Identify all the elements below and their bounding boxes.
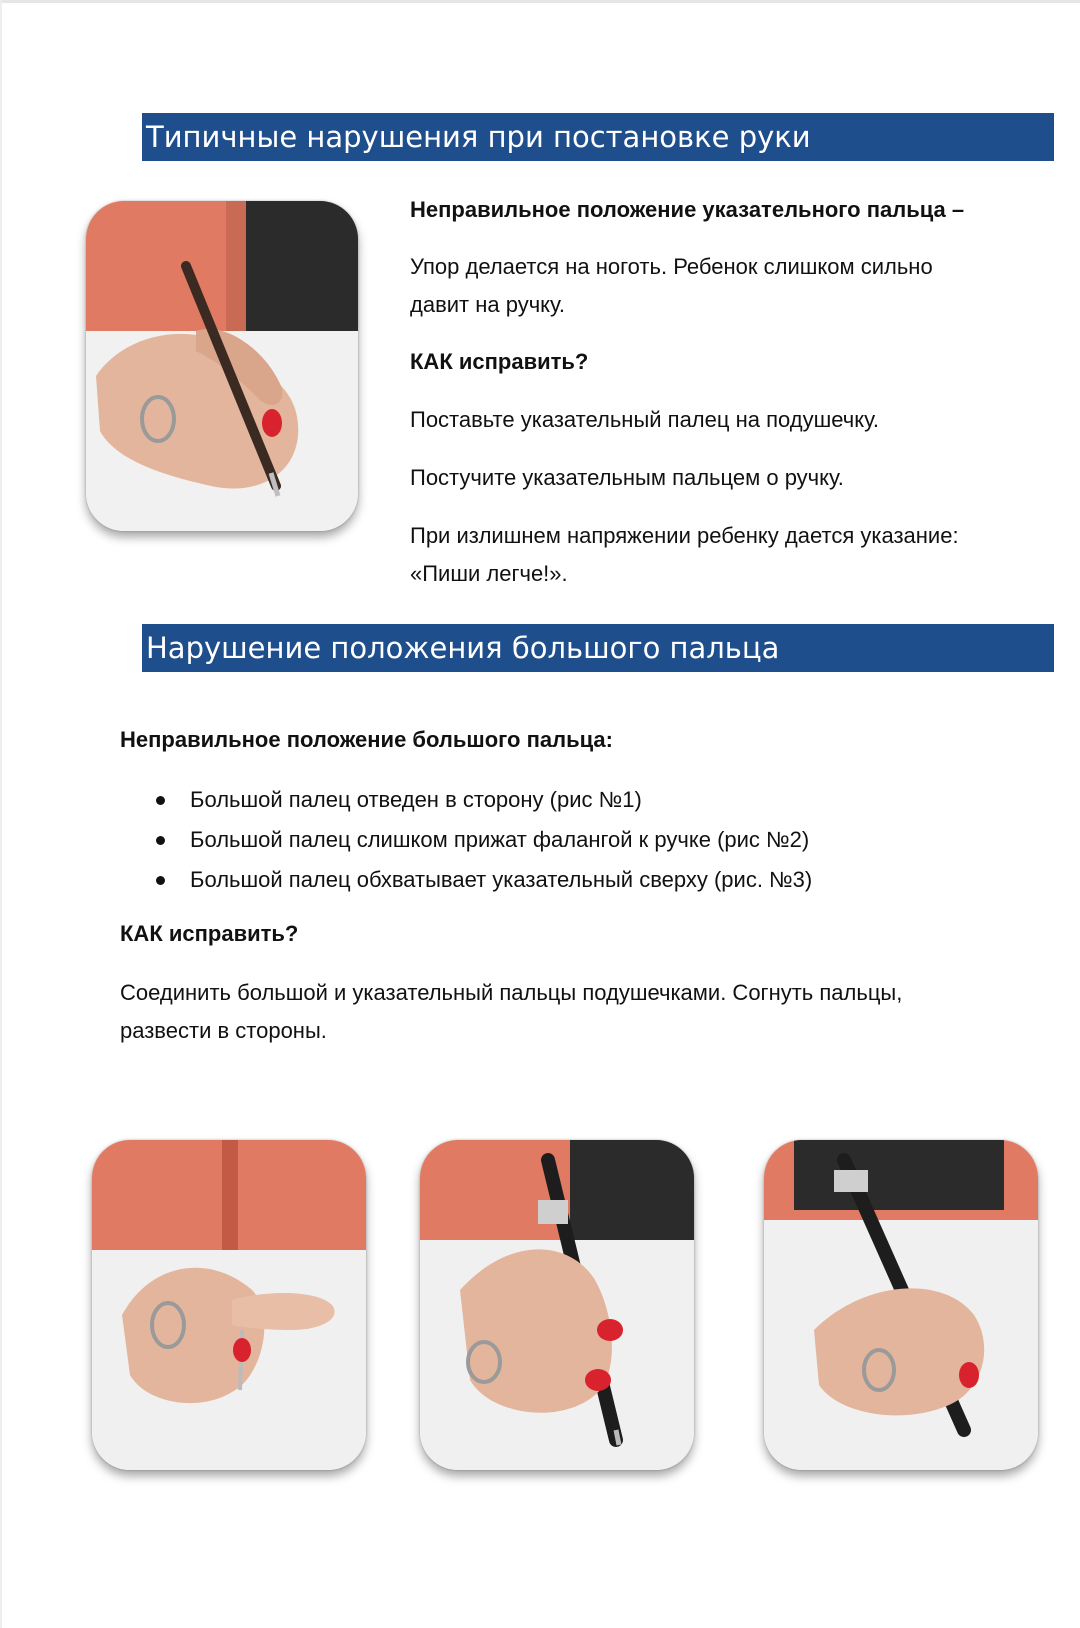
section2-how-to-fix: КАК исправить? [120,921,299,946]
photo-thumb-aside [92,1140,366,1470]
section1-fix1: Поставьте указательный палец на подушечку. [410,407,879,432]
bullet-dot-icon [156,796,165,805]
section1-heading: Типичные нарушения при постановке руки [142,113,1054,161]
section1-para1-line1: Упор делается на ноготь. Ребенок слишком сильно [410,254,933,279]
section2-fix-line1: Соединить большой и указательный пальцы подушечками. Согнуть пальцы, [120,980,903,1005]
photo-thumb-pressed [420,1140,694,1470]
photo-index-finger-wrong [86,201,358,531]
section1-how-to-fix: КАК исправить? [410,349,589,374]
thumb-errors-list [120,780,812,900]
section2-heading: Нарушение положения большого пальца [142,624,1054,672]
bullet-dot-icon [156,876,165,885]
bullet-dot-icon [156,836,165,845]
list-item [120,820,812,860]
list-item [120,780,812,820]
section1-fix2: Постучите указательным пальцем о ручку. [410,465,844,490]
section1-title: Неправильное положение указательного пальца – [410,197,965,222]
photo-thumb-over-index [764,1140,1038,1470]
list-item-text: Большой палец слишком прижат фалангой к ручке (рис №2) [190,827,810,852]
page-top-edge [0,0,1080,3]
section2-fix-line2: развести в стороны. [120,1018,327,1043]
list-item [120,860,812,900]
section1-fix3-line1: При излишнем напряжении ребенку дается указание: [410,523,959,548]
section2-title: Неправильное положение большого пальца: [120,727,613,752]
list-item-text: Большой палец обхватывает указательный сверху (рис. №3) [190,867,813,892]
section1-para1-line2: давит на ручку. [410,292,565,317]
section1-fix3-line2: «Пиши легче!». [410,561,568,586]
list-item-text: Большой палец отведен в сторону (рис №1) [190,787,642,812]
page-left-edge [0,0,2,1628]
